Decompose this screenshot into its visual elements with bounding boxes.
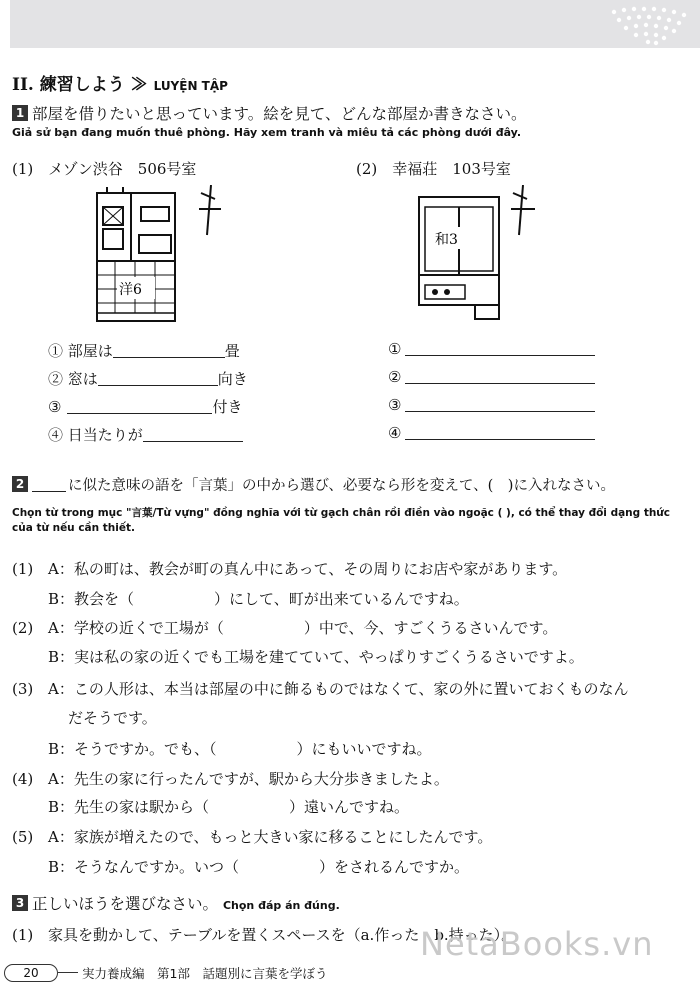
q2-item-1-b: B：教会を（ ）にして、町が出来ているんですね。 [48,590,469,608]
room-label-2: 和3 [435,232,458,248]
q2-prompt [12,474,615,495]
q2-item-4-b: B：先生の家は駅から（ ）遠いんですね。 [48,798,410,816]
page-number: 20 [4,964,58,982]
footer-text: 実力養成編 第1部 話題別に言葉を学ぼう [82,966,328,981]
header-band [10,0,700,48]
q2-item-1-a: (1) A：私の町は、教会が町の真ん中にあって、その周りにお店や家があります。 [12,560,568,578]
section-arrow: ≫ [130,75,148,95]
section-roman: II. [12,75,34,95]
watermark: NetaBooks.vn [420,925,654,963]
q2-item-3-b: B：そうですか。でも、（ ）にもいいですね。 [48,740,432,758]
q3-item-1: (1) 家具を動かして、テーブルを置くスペースを（a.作った b.持った）。 [12,926,517,944]
q3-vi: Chọn đáp án đúng. [222,899,340,912]
q2-number: 2 [12,476,28,492]
q2-vi-1: Chọn từ trong mục "言葉/Từ vựng" đồng nghĩa với từ gạch chân rồi điền vào ngoặc ( ), có thể thay đổi dạng thức [12,507,671,519]
q1-left-item-3: ③ 付き [48,398,243,416]
q1-right-label: (2) 幸福荘 103号室 [356,160,511,178]
q2-item-5-a: (5) A：家族が増えたので、もっと大きい家に移ることにしたんです。 [12,828,493,846]
section-header [12,70,228,95]
q1-prompt [12,102,526,124]
floor-plan-2-image [415,185,545,325]
q2-prompt-text: に似た意味の語を「言葉」の中から選び、必要なら形を変えて、( )に入れなさい。 [68,478,615,494]
q2-item-2-a: (2) A：学校の近くで工場が（ ）中で、今、すごくうるさいんです。 [12,619,558,637]
q1-left-label: (1) メゾン渋谷 506号室 [12,160,197,178]
q1-left-item-1: ① 部屋は 畳 [48,342,240,360]
q2-item-3-a: (3) A：この人形は、本当は部屋の中に飾るものではなくて、家の外に置いておくものなん [12,680,629,698]
q2-item-4-a: (4) A：先生の家に行ったんですが、駅から大分歩きましたよ。 [12,770,449,788]
room-label-1: 洋6 [119,282,142,298]
q3-prompt-text: 正しいほうを選びなさい。 [32,895,219,913]
q2-vi-2: của từ nếu cần thiết. [12,522,135,534]
q1-left-item-4: ④ 日当たりが [48,424,243,445]
q1-right-item-1: ① [388,340,595,358]
section-title: 練習しよう [39,75,125,95]
q1-right-item-2: ② [388,368,595,386]
q1-number: 1 [12,105,28,121]
q1-prompt-text: 部屋を借りたいと思っています。絵を見て、どんな部屋か書きなさい。 [32,105,527,123]
footer [0,962,700,984]
q1-right-item-3: ③ [388,396,595,414]
q1-left-item-2: ② 窓は 向き [48,370,248,388]
floor-plan-1-image [95,185,225,325]
q1-right-item-4: ④ [388,424,595,442]
q3-prompt [12,892,340,914]
q3-number: 3 [12,895,28,911]
section-subtitle: LUYỆN TẬP [153,79,228,93]
q2-item-3-a-cont: だそうです。 [68,709,157,727]
q2-item-5-b: B：そうなんですか。いつ（ ）をされるんですか。 [48,858,470,876]
q2-item-2-b: B：実は私の家の近くでも工場を建てていて、やっぱりすごくうるさいですよ。 [48,648,584,666]
q1-vi: Giả sử bạn đang muốn thuê phòng. Hãy xem tranh và miêu tả các phòng dưới đây. [12,126,522,139]
dot-pattern-decoration [604,4,694,46]
